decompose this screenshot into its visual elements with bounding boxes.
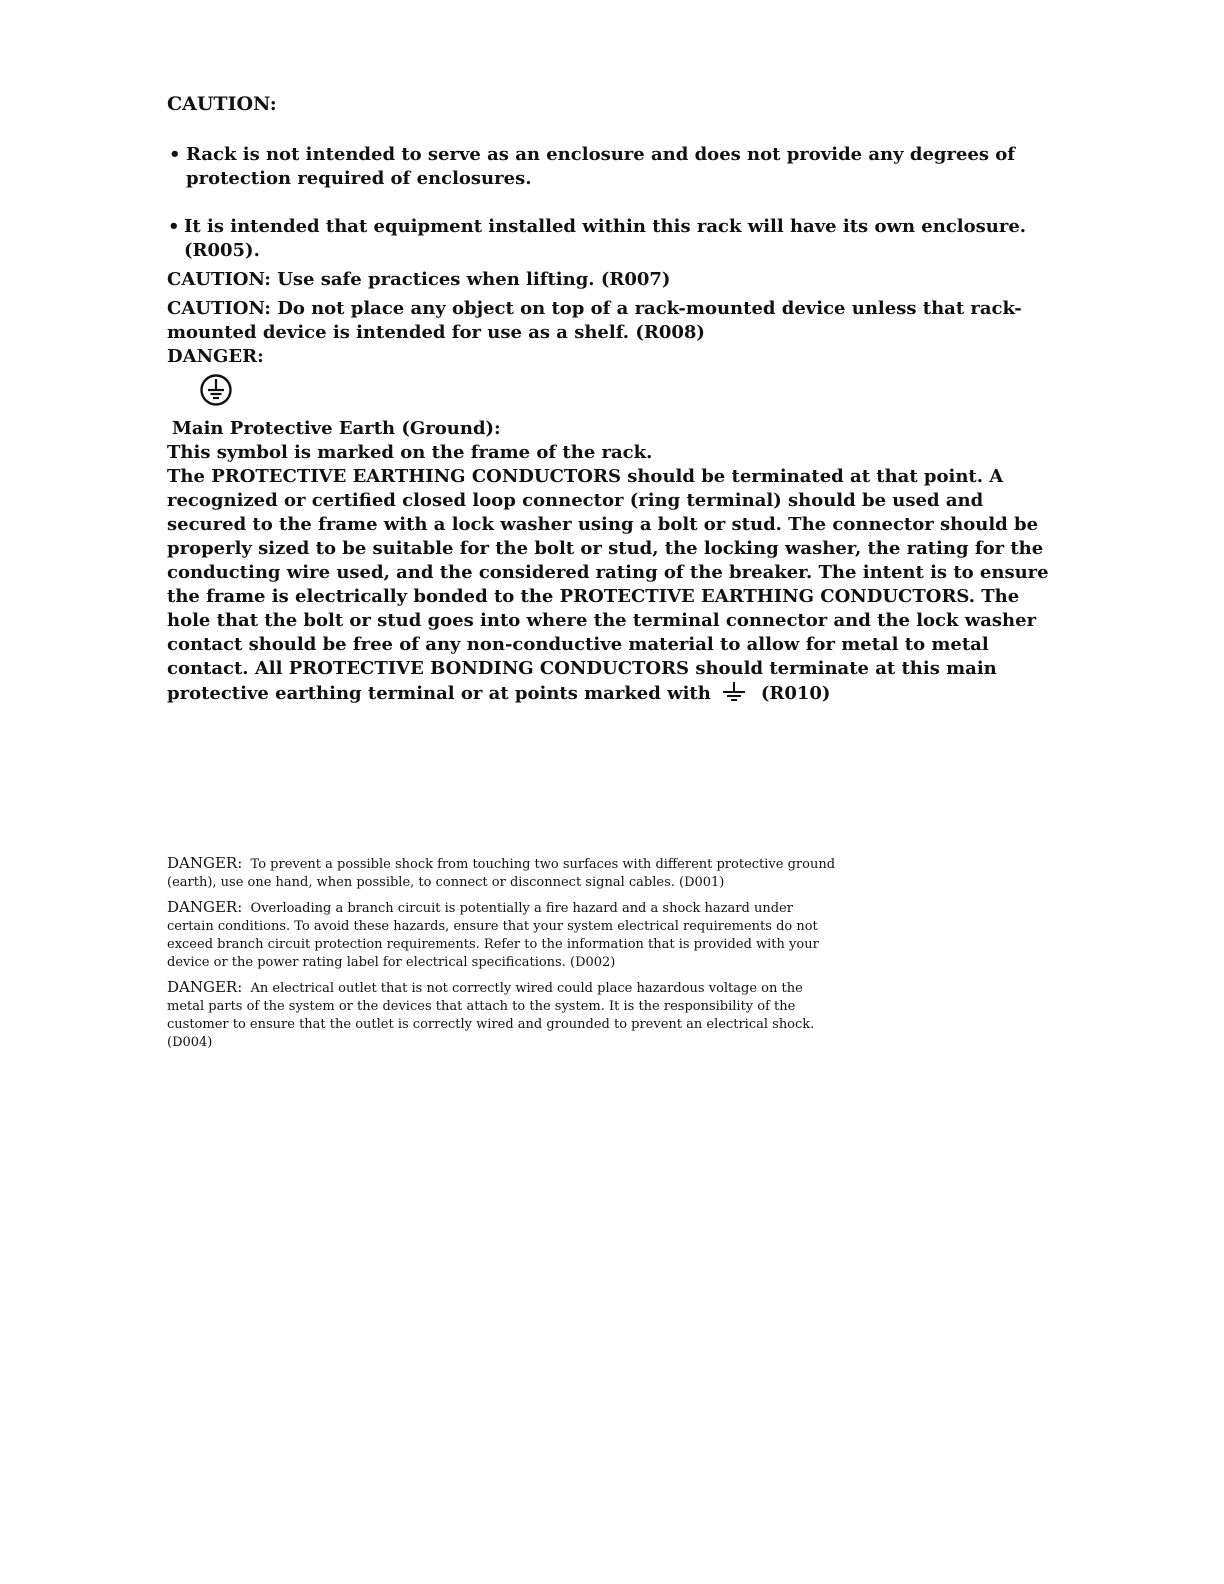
danger-heading: DANGER: [167, 346, 264, 367]
earth-symbol-note: This symbol is marked on the frame of the rack. [167, 442, 653, 463]
earth-body [167, 465, 1067, 706]
protective-earth-icon [199, 373, 233, 407]
danger-notice-d004 [167, 978, 839, 1052]
danger-label: DANGER: [167, 898, 243, 916]
caution-shelf: CAUTION: Do not place any object on top of a rack-mounted device unless that rack-mounted device is intended for use as a shelf. (R008) [167, 298, 1022, 343]
ground-symbol-icon [721, 681, 747, 703]
danger-label: DANGER: [167, 854, 243, 872]
danger-label: DANGER: [167, 978, 243, 996]
bullet-dot: • [168, 216, 180, 237]
danger-notice-d001 [167, 854, 839, 892]
earth-heading: Main Protective Earth (Ground): [172, 418, 501, 439]
bullet-text: Rack is not intended to serve as an enclosure and does not provide any degrees of protection required of enclosures. [186, 144, 1016, 189]
danger-text: An electrical outlet that is not correctly wired could place hazardous voltage on the metal parts of the system or the devices that attach to the system. It is the responsibility of the customer to ensure that the outlet is correctly wired and grounded to prevent an electrical shock. (D004) [167, 981, 815, 1050]
bullet-item-enclosure [167, 143, 1067, 191]
earth-body-text: The PROTECTIVE EARTHING CONDUCTORS should be terminated at that point. A recognized or certified closed loop connector (ring terminal) should be used and secured to the frame with a lock washer using a bolt or stud. The connector should be properly sized to be suitable for the bolt or stud, the locking washer, the rating for the conducting wire used, and the considered rating of the breaker. The intent is to ensure the frame is electrically bonded to the PROTECTIVE EARTHING CONDUCTORS. The hole that the bolt or stud goes into where the terminal connector and the lock washer contact should be free of any non-conductive material to allow for metal to metal contact. All PROTECTIVE BONDING CONDUCTORS should terminate at this main protective earthing terminal or at points marked with [167, 466, 1049, 704]
bullet-dot: • [169, 144, 181, 165]
bullet-text: It is intended that equipment installed within this rack will have its own enclosure. (R005). [184, 216, 1027, 261]
danger-notices [167, 854, 839, 1058]
earth-code: (R010) [760, 683, 831, 704]
rack-safety-notices [167, 92, 1067, 706]
danger-text: To prevent a possible shock from touching two surfaces with different protective ground (earth), use one hand, when possible, to connect or disconnect signal cables. (D001) [167, 857, 836, 890]
danger-notice-d002 [167, 898, 839, 972]
danger-text: Overloading a branch circuit is potentially a fire hazard and a shock hazard under certain conditions. To avoid these hazards, ensure that your system electrical requirements do not exceed branch circuit protection requirements. Refer to the information that is provided with your device or the power rating label for electrical specifications. (D002) [167, 901, 819, 970]
bullet-item-own-enclosure [167, 215, 1067, 263]
caution-heading: CAUTION: [167, 93, 277, 115]
caution-lifting: CAUTION: Use safe practices when lifting. (R007) [167, 269, 671, 290]
